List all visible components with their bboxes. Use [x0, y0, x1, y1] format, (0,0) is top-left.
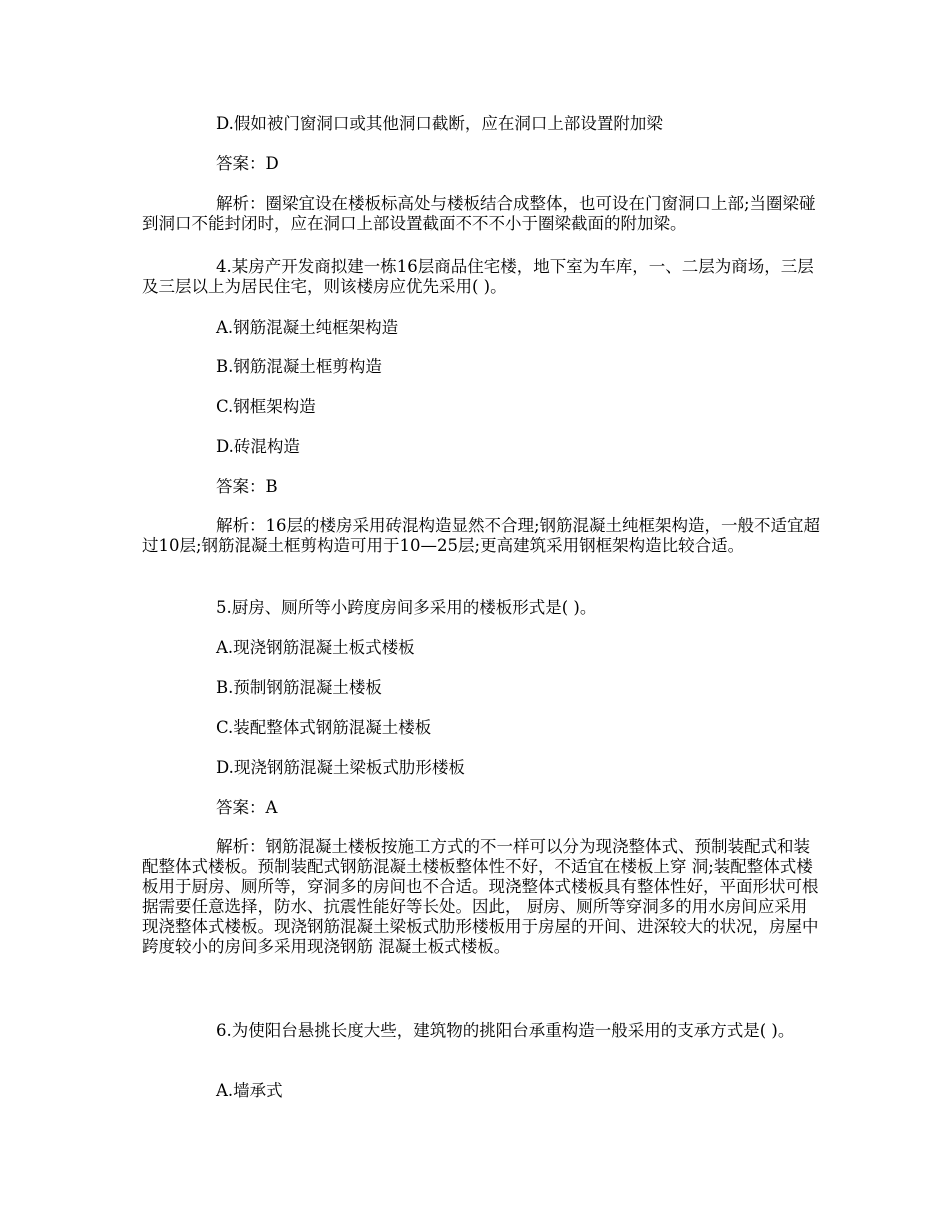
option-5c: C.装配整体式钢筋混凝土楼板	[216, 718, 432, 737]
explanation-3: 解析：圈梁宜设在楼板标高处与楼板结合成整体，也可设在门窗洞口上部;当圈梁碰到洞口不能封闭时，应在洞口上部设置截面不不不小于圈梁截面的附加梁。	[142, 194, 816, 233]
option-3d: D.假如被门窗洞口或其他洞口截断，应在洞口上部设置附加梁	[216, 114, 663, 133]
explanation-4: 解析：16层的楼房采用砖混构造显然不合理;钢筋混凝土纯框架构造，一般不适宜超过10层;钢筋混凝土框剪构造可用于10—25层;更高建筑采用钢框架构造比较合适。	[142, 516, 821, 555]
answer-3: 答案：D	[216, 154, 279, 173]
explanation-5: 解析：钢筋混凝土楼板按施工方式的不一样可以分为现浇整体式、预制装配式和装配整体式楼板。预制装配式钢筋混凝土楼板整体性不好，不适宜在楼板上穿 洞;装配整体式楼板用于厨房、厕所等，穿洞多的房间也不合适。现浇整体式楼板具有整体性好，平面形状可根据需要任意选择，防水、抗震性能好等长处。因此， 厨房、厕所等穿洞多的用水房间应采用现浇整体式楼板。现浇钢筋混凝土梁板式肋形楼板用于房屋的开间、进深较大的状况，房屋中跨度较小的房间多采用现浇钢筋 混凝土板式楼板。	[142, 837, 819, 956]
option-4c: C.钢框架构造	[216, 397, 316, 416]
answer-5: 答案：A	[216, 798, 278, 817]
option-6a: A.墙承式	[216, 1081, 283, 1100]
answer-4: 答案：B	[216, 477, 278, 496]
option-5a: A.现浇钢筋混凝土板式楼板	[216, 638, 415, 657]
question-5: 5.厨房、厕所等小跨度房间多采用的楼板形式是( )。	[216, 598, 597, 617]
option-5b: B.预制钢筋混凝土楼板	[216, 678, 382, 697]
option-4a: A.钢筋混凝土纯框架构造	[216, 318, 399, 337]
option-4d: D.砖混构造	[216, 437, 300, 456]
question-6: 6.为使阳台悬挑长度大些，建筑物的挑阳台承重构造一般采用的支承方式是( )。	[216, 1021, 795, 1040]
question-4: 4.某房产开发商拟建一栋16层商品住宅楼，地下室为车库，一、二层为商场，三层及三层以上为居民住宅，则该楼房应优先采用( )。	[142, 257, 814, 296]
option-5d: D.现浇钢筋混凝土梁板式肋形楼板	[216, 758, 465, 777]
option-4b: B.钢筋混凝土框剪构造	[216, 357, 382, 376]
